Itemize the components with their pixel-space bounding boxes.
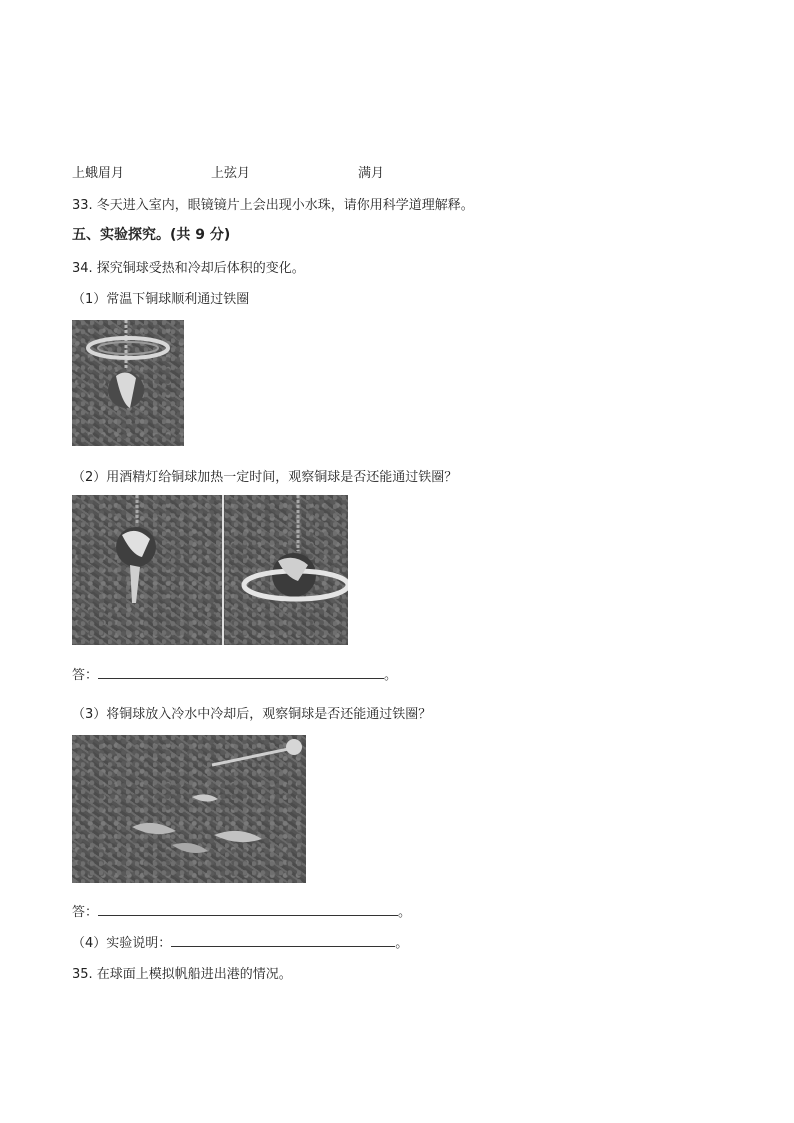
answer-period: 。: [384, 668, 398, 683]
answer-label: 答：: [72, 905, 99, 920]
experiment-conclusion-blank[interactable]: [171, 934, 395, 947]
question-34-step-4-row: [72, 932, 408, 951]
section-5-title: 五、实验探究。(共 9 分): [72, 227, 231, 243]
question-34-step-4: （4）实验说明：: [72, 936, 172, 951]
moon-label-first-quarter: 上弦月: [211, 166, 251, 181]
question-35: 35. 在球面上模拟帆船进出港的情况。: [72, 967, 292, 982]
answer-row-step-2: [72, 664, 397, 683]
answer-blank-step-3[interactable]: [98, 903, 398, 916]
question-34-step-2: （2）用酒精灯给铜球加热一定时间，观察铜球是否还能通过铁圈？: [72, 470, 458, 485]
copper-ball-iron-ring-photo: [72, 320, 184, 446]
moon-label-waxing-crescent: 上蛾眉月: [72, 166, 125, 181]
question-33: 33. 冬天进入室内，眼镜镜片上会出现小水珠，请你用科学道理解释。: [72, 198, 474, 213]
question-34-step-1: （1）常温下铜球顺利通过铁圈: [72, 292, 250, 307]
copper-ball-cold-water-photo: [72, 735, 306, 883]
answer-period: 。: [398, 905, 412, 920]
answer-period: 。: [395, 936, 409, 951]
heated-copper-ball-photo: [72, 495, 348, 645]
answer-label: 答：: [72, 668, 99, 683]
answer-blank-step-2[interactable]: [98, 666, 384, 679]
answer-row-step-3: [72, 901, 411, 920]
moon-label-full-moon: 满月: [358, 166, 385, 181]
question-34-step-3: （3）将铜球放入冷水中冷却后，观察铜球是否还能通过铁圈？: [72, 707, 432, 722]
question-34: 34. 探究铜球受热和冷却后体积的变化。: [72, 261, 305, 276]
